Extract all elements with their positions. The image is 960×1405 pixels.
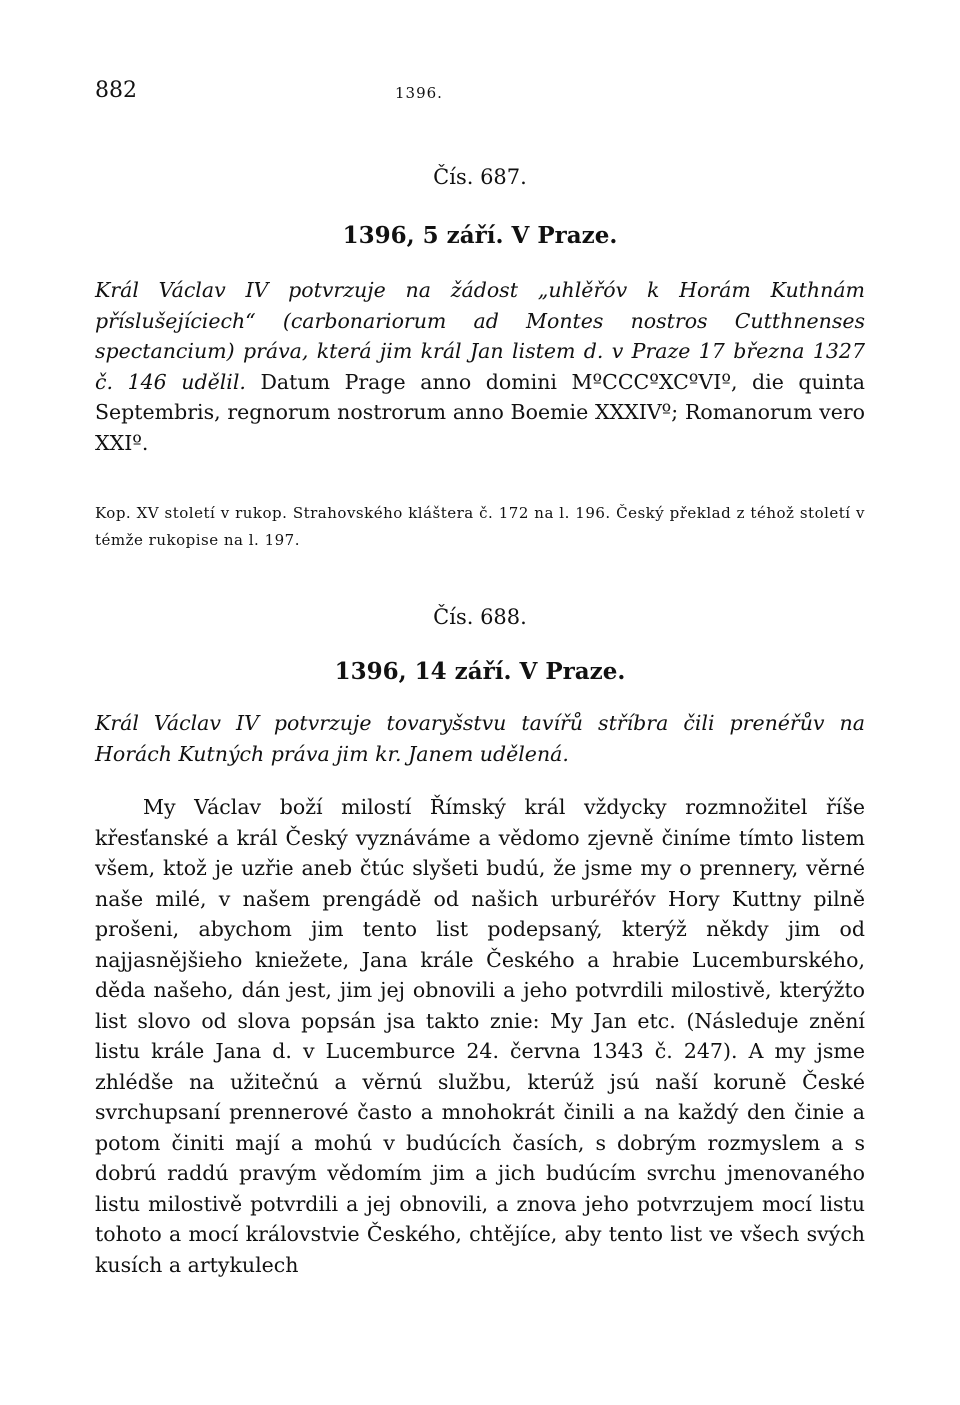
- abstract-text-687: Král Václav IV potvrzuje na žádost „uhlěřóv k Horám Kuthnám příslušejíciech“ (carbonariorum ad Montes nostros Cutthnenses spectancium) práva, která jim král Jan listem d. v Praze 17 března 1327 č. 146 udělil.: [95, 278, 865, 394]
- entry-abstract-687: [95, 275, 865, 458]
- entry-date-688: 1396, 14 září. V Praze.: [334, 658, 626, 685]
- abstract-text-688: Král Václav IV potvrzuje tovaryšstvu tavířů stříbra čili prenéřův na Horách Kutných práva jim kr. Janem udělená.: [95, 711, 865, 766]
- page-number: 882: [95, 78, 137, 103]
- entry-body-688: [95, 792, 865, 1280]
- entry-abstract-688: [95, 708, 865, 769]
- source-note-687: Kop. XV století v rukop. Strahovského kláštera č. 172 na l. 196. Český překlad z téhož století v témže rukopise na l. 197.: [95, 504, 865, 549]
- page-header: [95, 78, 865, 108]
- body-paragraph: My Václav boží milostí Římský král vždycky rozmnožitel říše křesťanské a král Český vyznáváme a vědomo zjevně činíme tímto listem všem, ktož je uzřie aneb čtúc slyšeti budú, že jsme my o prennery, věrné naše milé, v našem prengádě od našich urburéřóv Hory Kuttny pilně prošeni, abychom jim tento list podepsaný, kterýž někdy jim od najjasnějšieho kniežete, Jana krále Českého a hrabie Lucemburského, děda našeho, dán jest, jim jej obnovili a jeho potvrdili milostivě, kterýžto list slovo od slova popsán jsa takto znie: My Jan etc. (Následuje znění listu krále Jana d. v Lucemburce 24. června 1343 č. 247). A my jsme zhlédše na užitečnú a věrnú službu, kterúž jsú naší koruně České svrchupsaní prennerové často a mnohokrát činili a na každý den činie a potom činiti mají a mohú v budúcích časích, s dobrým rozmyslem a s dobrú raddú pravým vědomím jim a jich budúcím svrchu jmenovaného listu milostivě potvrdili a jej obnovili, a znova jeho potvrzujem mocí listu tohoto a mocí královstvie Českého, chtějíce, aby tento list ve všech svých kusích a artykulech: [95, 795, 865, 1277]
- document-page: [95, 70, 865, 1390]
- dating-clause-687: Datum Prage anno domini MºCCCºXCºVIº, die quinta Septembris, regnorum nostrorum anno Boemie XXXIVº; Romanorum vero XXIº.: [95, 369, 865, 455]
- entry-date-687: 1396, 5 září. V Praze.: [342, 222, 618, 249]
- entry-number-687: Čís. 687.: [433, 165, 527, 189]
- running-head: 1396.: [395, 84, 443, 102]
- entry-number-688: Čís. 688.: [433, 605, 527, 629]
